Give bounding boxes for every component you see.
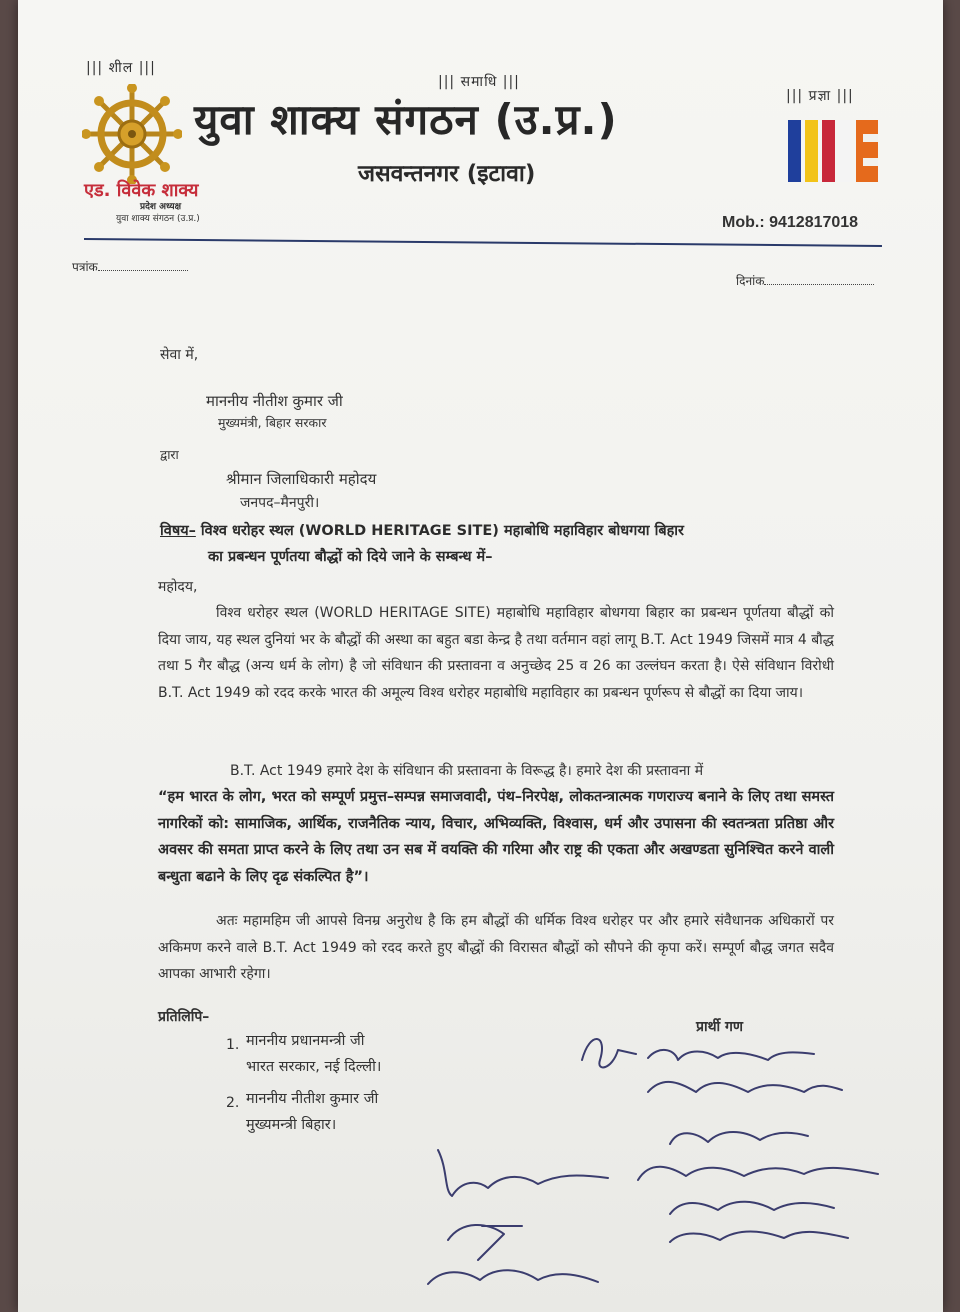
letter-page: [18, 0, 943, 1312]
copy-label: प्रतिलिपि–: [158, 1009, 210, 1025]
witness-signatures: [418, 1130, 618, 1300]
flag-stripe-blue: [788, 120, 801, 182]
leader-name: एड. विवेक शाक्य: [84, 180, 199, 201]
flag-stripe-yellow: [805, 120, 818, 182]
copy-1-line-1: माननीय प्रधानमन्त्री जी: [246, 1033, 365, 1049]
org-name: युवा शाक्य संगठन (उ.प्र.): [194, 95, 618, 144]
leader-designation: प्रदेश अध्यक्ष: [140, 202, 182, 212]
copy-2-number: 2.: [226, 1095, 240, 1111]
subject-line-1: विश्व धरोहर स्थल (WORLD HERITAGE SITE) महाबोधि महाविहार बोधगया बिहार: [200, 523, 684, 539]
buddhist-flag-icon: [788, 120, 878, 186]
paragraph-1: विश्व धरोहर स्थल (WORLD HERITAGE SITE) महाबोधि महाविहार बोधगया बिहार का प्रबन्धन पूर्णतया बौद्धों को दिया जाय, यह स्थल दुनियां भर के बौद्धों की अस्था का बहुत बडा केन्द्र है तथा वर्तमान वहां लागू B.T. Act 1949 जिसमें मात्र 4 बौद्ध तथा 5 गैर बौद्ध (अन्य धर्म के लोग) है जो संविधान की प्रस्तावना व अनुच्छेद 25 व 26 का उल्लंघन करता है। ऐसे संविधान विरोधी B.T. Act 1949 को रदद करके भारत की अमूल्य विश्व धरोहर महाबोधि महाविहार का प्रबन्धन पूर्णरूप से बौद्धों का दिया जाय।: [158, 605, 834, 701]
dharma-wheel-icon: [82, 84, 182, 184]
copy-1-number: 1.: [226, 1037, 240, 1053]
recipient-title: मुख्यमंत्री, बिहार सरकार: [218, 415, 327, 430]
dinank-field: [736, 272, 874, 289]
copy-2-line-1: माननीय नीतीश कुमार जी: [246, 1091, 379, 1107]
via-label: द्वारा: [160, 447, 179, 462]
paragraph-3: अतः महामहिम जी आपसे विनम्र अनुरोध है कि हम बौद्धों की धर्मिक विश्व धरोहर पर और हमारे संवैधानक अधिकारों पर अकिमण करने वाले B.T. Act 1949 को रदद करते हुए बौद्धों की विरासत बौद्धों को सौपने की कृपा करें। सम्पूर्ण बौद्ध जगत सदैव आपका आभारी रहेगा।: [158, 913, 834, 982]
via-name: श्रीमान जिलाधिकारी महोदय: [226, 470, 377, 488]
copy-2-line-2: मुख्यमन्त्री बिहार।: [246, 1117, 337, 1133]
subject-label: विषय–: [160, 523, 196, 539]
patrank-label: पत्रांक: [72, 260, 98, 274]
flag-stripe-orange: [856, 120, 878, 182]
header-divider: [84, 238, 882, 247]
mobile-number: Mob.: 9412817018: [722, 214, 859, 231]
flag-stripe-white: [839, 120, 852, 182]
preamble-quote: “हम भारत के लोग, भरत को सम्पूर्ण प्रमुत्त–सम्पन्न समाजवादी, पंथ–निरपेक्ष, लोकतन्त्रात्मक गणराज्य बनाने के लिए तथा समस्त नागरिकों को: सामाजिक, आर्थिक, राजनैतिक न्याय, विचार, अभिव्यक्ति, विश्वास, धर्म और उपासना की स्वतन्त्रता प्रतिष्ठा और अवसर की समता प्राप्त करने के लिए तथा उन सब में वयक्ति की गरिमा और राष्ट्र की एकता और अखण्डता सुनिश्चित करने वाली बन्धुता बढाने के लिए दृढ संकल्पित है”।: [158, 789, 835, 885]
leader-organization: युवा शाक्य संगठन (उ.प्र.): [116, 214, 200, 224]
salutation-to: सेवा में,: [160, 347, 199, 363]
recipient-name: माननीय नीतीश कुमार जी: [206, 392, 343, 410]
samadhi-tag: ||| समाधि |||: [438, 74, 520, 90]
sheel-tag: ||| शील |||: [86, 60, 156, 76]
applicant-signatures: [578, 1020, 898, 1250]
paragraph-2: B.T. Act 1949 हमारे देश के संविधान की प्रस्तावना के विरूद्ध है। हमारे देश की प्रस्तावना में: [230, 763, 704, 779]
applicants-label: प्रार्थी गण: [696, 1019, 744, 1035]
flag-stripe-red: [822, 120, 835, 182]
dinank-label: दिनांक: [736, 274, 765, 288]
copy-1-line-2: भारत सरकार, नई दिल्ली।: [246, 1059, 382, 1075]
org-city: जसवन्तनगर (इटावा): [358, 161, 536, 187]
greeting: महोदय,: [158, 579, 198, 595]
via-place: जनपद–मैनपुरी।: [240, 495, 320, 511]
pragya-tag: ||| प्रज्ञा |||: [786, 88, 854, 104]
subject: [160, 518, 800, 544]
subject-line-2: का प्रबन्धन पूर्णतया बौद्धों को दिये जाने के सम्बन्ध में–: [208, 549, 493, 565]
patrank-field: [72, 258, 188, 275]
